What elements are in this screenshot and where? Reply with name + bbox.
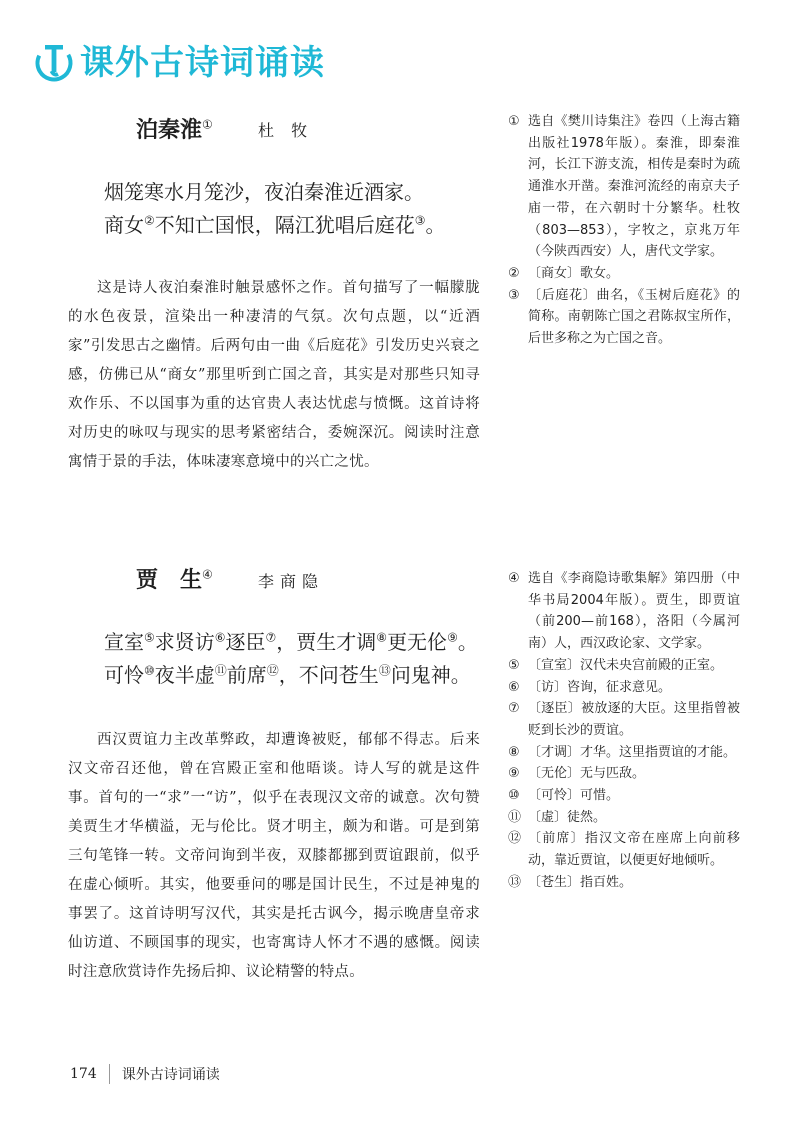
poem-title-note-mark[interactable]: ④ bbox=[202, 567, 213, 582]
commentary-1 bbox=[68, 274, 480, 477]
note-number: ⑪ bbox=[508, 809, 522, 825]
poem-line-text: 夜半虚 bbox=[154, 663, 215, 687]
poem-line-text: ，贾生才调 bbox=[276, 630, 377, 654]
note-text: 〔商女〕歌女。 bbox=[528, 265, 620, 281]
poem-line-text: 烟笼寒水月笼沙，夜泊秦淮近酒家。 bbox=[104, 180, 424, 204]
notes-2 bbox=[508, 568, 740, 894]
note-text: 〔后庭花〕曲名，《玉树后庭花》的简称。南朝陈亡国之君陈叔宝所作，后世多称之为亡国之音。 bbox=[528, 287, 740, 347]
note-item bbox=[508, 828, 740, 871]
note-item bbox=[508, 568, 740, 655]
note-number: ⑨ bbox=[508, 766, 520, 782]
note-text: 选自《樊川诗集注》卷四（上海古籍出版社1978年版）。秦淮，即秦淮河，长江下游支流，相传是秦时为疏通淮水开凿。秦淮河流经的南京夫子庙一带，在六朝时十分繁华。杜牧（803—853），字牧之，京兆万年（今陕西西安）人，唐代文学家。 bbox=[528, 114, 740, 260]
section-header bbox=[34, 38, 325, 88]
note-mark[interactable]: ⑧ bbox=[376, 630, 388, 645]
note-number: ③ bbox=[508, 287, 520, 303]
note-mark[interactable]: ⑬ bbox=[378, 663, 391, 678]
page-footer bbox=[70, 1061, 220, 1087]
note-number: ⑦ bbox=[508, 701, 520, 717]
poem-line-text: 商女 bbox=[104, 213, 144, 237]
note-text: 〔才调〕才华。这里指贾谊的才能。 bbox=[528, 744, 737, 760]
poem-line bbox=[104, 659, 478, 692]
note-text: 〔前席〕指汉文帝在座席上向前移动，靠近贾谊，以便更好地倾听。 bbox=[528, 831, 740, 869]
commentary-paragraph: 西汉贾谊力主改革弊政，却遭谗被贬，郁郁不得志。后来汉文帝召还他，曾在宫殿正室和他晤谈。诗人写的就是这件事。首句的一“求”一“访”，似乎在表现汉文帝的诚意。次句赞美贾生才华横溢，无与伦比。贤才明主，颇为和谐。可是到第三句笔锋一转。文帝问询到半夜，双膝都挪到贾谊跟前，似乎在虚心倾听。其实，他要垂问的哪是国计民生，不过是神鬼的事罢了。这首诗明写汉代，其实是托古讽今，揭示晚唐皇帝求仙访道、不顾国事的现实，也寄寓诗人怀才不遇的感慨。阅读时注意欣赏诗作先扬后抑、议论精警的特点。 bbox=[68, 732, 480, 980]
poem-title-text: 泊秦淮 bbox=[136, 117, 203, 143]
poem-line bbox=[104, 176, 446, 209]
note-number: ⑧ bbox=[508, 744, 520, 760]
poem-lines-2 bbox=[104, 626, 478, 692]
note-text: 〔苍生〕指百姓。 bbox=[528, 874, 633, 890]
poem-author-1: 杜 牧 bbox=[258, 121, 314, 140]
poem-line-text: 。 bbox=[425, 213, 446, 237]
note-item bbox=[508, 742, 740, 764]
poem-line-text: 。 bbox=[457, 630, 478, 654]
note-mark[interactable]: ⑨ bbox=[447, 630, 458, 645]
poem-line-text: 可怜 bbox=[104, 663, 144, 687]
poem-line-text: 更无伦 bbox=[387, 630, 448, 654]
note-number: ⑩ bbox=[508, 788, 520, 804]
poem-title-1 bbox=[136, 116, 213, 144]
poem-author-2: 李商隐 bbox=[258, 572, 325, 591]
note-item bbox=[508, 698, 740, 741]
commentary-2 bbox=[68, 726, 480, 987]
footer-divider bbox=[109, 1064, 110, 1084]
note-mark[interactable]: ⑪ bbox=[214, 663, 227, 678]
note-mark[interactable]: ⑥ bbox=[214, 630, 226, 645]
note-item bbox=[508, 785, 740, 807]
note-text: 〔无伦〕无与匹敌。 bbox=[528, 766, 646, 782]
poem-line-text: 逐臣 bbox=[225, 630, 266, 654]
note-text: 选自《李商隐诗歌集解》第四册（中华书局2004年版）。贾生，即贾谊（前200—前168），洛阳（今属河南）人，西汉政论家、文学家。 bbox=[528, 571, 740, 652]
commentary-paragraph: 这是诗人夜泊秦淮时触景感怀之作。首句描写了一幅朦胧的水色夜景，渲染出一种凄清的气氛。次句点题，以“近酒家”引发思古之幽情。后两句由一曲《后庭花》引发历史兴衰之感，仿佛已从“商女”那里听到亡国之音，其实是对那些只知寻欢作乐、不以国事为重的达官贵人表达忧虑与愤慨。这首诗将对历史的咏叹与现实的思考紧密结合，委婉深沉。阅读时注意寓情于景的手法，体味凄寒意境中的兴亡之忧。 bbox=[68, 280, 480, 470]
note-item bbox=[508, 872, 740, 894]
note-text: 〔虚〕徒然。 bbox=[528, 809, 607, 825]
note-text: 〔访〕咨询，征求意见。 bbox=[528, 679, 672, 695]
note-number: ⑬ bbox=[508, 874, 522, 890]
poem-line bbox=[104, 209, 446, 242]
note-item bbox=[508, 285, 740, 350]
poem-line-text: 求贤访 bbox=[154, 630, 215, 654]
note-text: 〔逐臣〕被放逐的大臣。这里指曾被贬到长沙的贾谊。 bbox=[528, 701, 740, 738]
note-mark[interactable]: ③ bbox=[414, 213, 426, 228]
page-number: 174 bbox=[70, 1066, 97, 1082]
notes-1 bbox=[508, 111, 740, 350]
poem-line bbox=[104, 626, 478, 659]
section-title: 课外古诗词诵读 bbox=[80, 43, 325, 83]
note-item bbox=[508, 677, 740, 699]
note-item bbox=[508, 111, 740, 263]
footer-section-title: 课外古诗词诵读 bbox=[121, 1067, 220, 1083]
note-number: ⑥ bbox=[508, 679, 520, 695]
poem-lines-1 bbox=[104, 176, 446, 242]
poem-line-text: 前席 bbox=[226, 663, 267, 687]
note-mark[interactable]: ② bbox=[144, 213, 155, 228]
poem-title-text: 贾 生 bbox=[136, 567, 203, 593]
note-number: ⑤ bbox=[508, 657, 520, 673]
note-mark[interactable]: ⑤ bbox=[144, 630, 155, 645]
poem-line-text: 不知亡国恨，隔江犹唱后庭花 bbox=[154, 213, 415, 237]
poem-title-2 bbox=[136, 566, 213, 594]
poem-line-text: 宣室 bbox=[104, 630, 144, 654]
note-item bbox=[508, 263, 740, 285]
note-item bbox=[508, 763, 740, 785]
poem-line-text: 问鬼神。 bbox=[390, 663, 471, 687]
note-number: ④ bbox=[508, 571, 520, 586]
poem-line-text: ，不问苍生 bbox=[278, 663, 379, 687]
poem-title-note-mark[interactable]: ① bbox=[202, 117, 213, 132]
note-item bbox=[508, 655, 740, 677]
note-text: 〔可怜〕可惜。 bbox=[528, 788, 620, 804]
note-mark[interactable]: ⑩ bbox=[144, 663, 155, 678]
note-mark[interactable]: ⑦ bbox=[265, 630, 277, 645]
note-text: 〔宣室〕汉代未央宫前殿的正室。 bbox=[528, 657, 724, 673]
section-logo-icon bbox=[34, 41, 74, 85]
note-item bbox=[508, 807, 740, 829]
note-mark[interactable]: ⑫ bbox=[266, 663, 279, 678]
note-number: ① bbox=[508, 114, 520, 129]
note-number: ⑫ bbox=[508, 831, 522, 847]
note-number: ② bbox=[508, 265, 520, 281]
